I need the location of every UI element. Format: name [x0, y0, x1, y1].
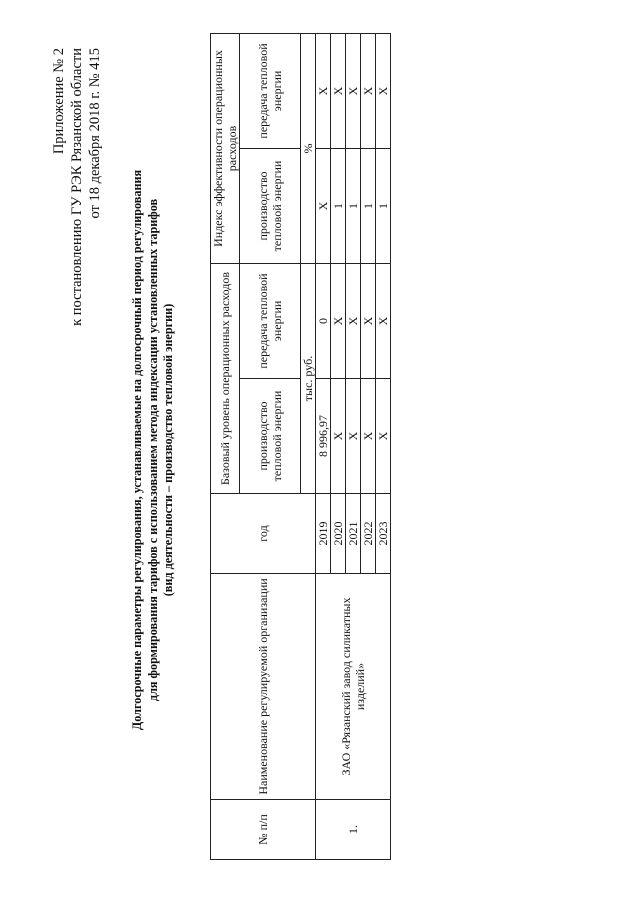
- cell-base-production: X: [361, 379, 376, 494]
- header-index-production: производство тепловой энергии: [240, 148, 301, 263]
- cell-base-production: X: [376, 379, 391, 494]
- header-year: год: [211, 494, 316, 574]
- appendix-number: Приложение № 2: [51, 48, 67, 155]
- cell-base-production: X: [331, 379, 346, 494]
- header-num: № п/п: [211, 800, 316, 860]
- cell-year: 2021: [346, 494, 361, 574]
- cell-index-transmission: X: [361, 33, 376, 148]
- header-base-production: производство тепловой энергии: [240, 379, 301, 494]
- cell-year: 2023: [376, 494, 391, 574]
- title-line-2: для формирования тарифов с использованием метода индексации установленных тарифов: [145, 198, 160, 702]
- document-page: [20, 20, 620, 880]
- parameters-table: [210, 33, 391, 860]
- document-title: [130, 80, 177, 820]
- title-line-1: Долгосрочные параметры регулирования, устанавливаемые на долгосрочный период регулирования: [130, 169, 144, 731]
- cell-index-transmission: X: [346, 33, 361, 148]
- cell-index-transmission: X: [331, 33, 346, 148]
- cell-base-transmission: 0: [316, 263, 331, 378]
- header-index-transmission: передача тепловой энергии: [240, 33, 301, 148]
- cell-index-production: 1: [361, 148, 376, 263]
- appendix-header: [50, 48, 104, 348]
- unit-base: тыс. руб.: [301, 263, 316, 493]
- row-num: 1.: [316, 800, 391, 860]
- cell-year: 2022: [361, 494, 376, 574]
- cell-base-production: X: [346, 379, 361, 494]
- cell-index-production: 1: [346, 148, 361, 263]
- table-row: [316, 33, 331, 859]
- cell-index-production: 1: [331, 148, 346, 263]
- header-base-transmission: передача тепловой энергии: [240, 263, 301, 378]
- organization-name: ЗАО «Рязанский завод силикатных изделий»: [316, 574, 391, 800]
- unit-index: %: [301, 33, 316, 263]
- cell-index-transmission: X: [316, 33, 331, 148]
- cell-year: 2020: [331, 494, 346, 574]
- cell-base-production: 8 996,97: [316, 379, 331, 494]
- cell-index-production: X: [316, 148, 331, 263]
- header-efficiency-index: Индекс эффективности операционных расходов: [211, 33, 240, 263]
- cell-year: 2019: [316, 494, 331, 574]
- header-base-level: Базовый уровень операционных расходов: [211, 263, 240, 493]
- cell-base-transmission: X: [331, 263, 346, 378]
- cell-index-production: 1: [376, 148, 391, 263]
- cell-base-transmission: X: [346, 263, 361, 378]
- cell-base-transmission: X: [361, 263, 376, 378]
- appendix-resolution: к постановлению ГУ РЭК Рязанской области: [69, 48, 85, 326]
- title-line-3: (вид деятельности – производство тепловой энергии): [161, 303, 175, 597]
- cell-base-transmission: X: [376, 263, 391, 378]
- header-organization: Наименование регулируемой организации: [211, 574, 316, 800]
- cell-index-transmission: X: [376, 33, 391, 148]
- appendix-date: от 18 декабря 2018 г. № 415: [87, 48, 103, 219]
